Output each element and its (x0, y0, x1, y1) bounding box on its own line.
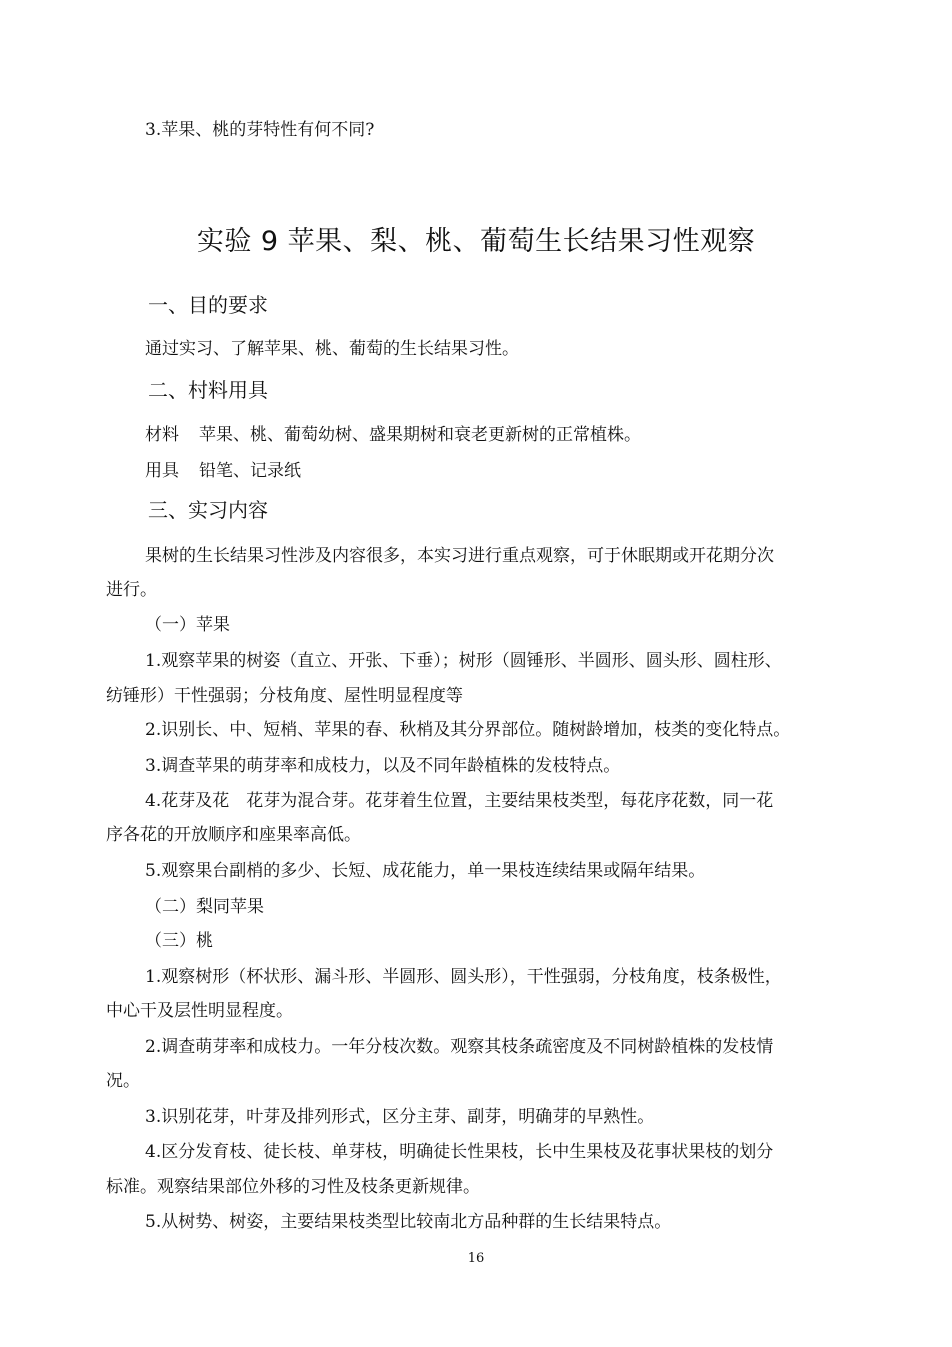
peach-item-5: 5.从树势、树姿，主要结果枝类型比较南北方品种群的生长结果特点。 (145, 1212, 672, 1232)
experiment-title: 实验 9 苹果、梨、桃、葡萄生长结果习性观察 (196, 226, 756, 257)
section-heading-content: 三、实习内容 (148, 498, 268, 522)
peach-item-4-line-2: 标准。观察结果部位外移的习性及枝条更新规律。 (106, 1177, 480, 1197)
subheading-apple: （一）苹果 (145, 615, 230, 635)
materials-line (145, 423, 641, 447)
page-number: 16 (467, 1251, 485, 1266)
peach-item-3: 3.识别花芽，叶芽及排列形式，区分主芽、副芽，明确芽的早熟性。 (145, 1107, 655, 1127)
question-3: 3.苹果、桃的芽特性有何不同? (145, 120, 375, 140)
tools-label: 用具 (145, 461, 179, 481)
section-heading-materials: 二、村料用具 (148, 378, 268, 402)
peach-item-2-line-1: 2.调查萌芽率和成枝力。一年分枝次数。观察其枝条疏密度及不同树龄植株的发枝情 (145, 1037, 774, 1057)
tools-text: 铅笔、记录纸 (199, 461, 301, 481)
peach-item-4-line-1: 4.区分发育枝、徒长枝、单芽枝，明确徒长性果枝，长中生果枝及花事状果枝的划分 (145, 1142, 774, 1162)
apple-item-2: 2.识别长、中、短梢、苹果的春、秋梢及其分界部位。随树龄增加，枝类的变化特点。 (145, 720, 791, 740)
tools-line (145, 459, 301, 483)
apple-item-3: 3.调查苹果的萌芽率和成枝力，以及不同年龄植株的发枝特点。 (145, 756, 621, 776)
subheading-pear: （二）梨同苹果 (145, 897, 264, 917)
apple-item-1-line-2: 纺锤形）干性强弱；分枝角度、屋性明显程度等 (106, 686, 463, 706)
apple-item-5: 5.观察果台副梢的多少、长短、成花能力，单一果枝连续结果或隔年结果。 (145, 861, 706, 881)
materials-label: 材料 (145, 425, 179, 445)
apple-item-4-line-2: 序各花的开放顺序和座果率高低。 (106, 825, 361, 845)
apple-item-1-line-1: 1.观察苹果的树姿（直立、开张、下垂）；树形（圆锤形、半圆形、圆头形、圆柱形、 (145, 651, 782, 671)
peach-item-2-line-2: 况。 (106, 1071, 140, 1091)
objectives-text: 通过实习、了解苹果、桃、葡萄的生长结果习性。 (145, 339, 519, 359)
intro-paragraph-line-1: 果树的生长结果习性涉及内容很多，本实习进行重点观察，可于休眠期或开花期分次 (145, 546, 774, 566)
section-heading-objectives: 一、目的要求 (148, 293, 268, 317)
peach-item-1-line-2: 中心干及层性明显程度。 (106, 1001, 293, 1021)
apple-item-4-line-1: 4.花芽及花 花芽为混合芽。花芽着生位置，主要结果枝类型，每花序花数，同一花 (145, 791, 774, 811)
subheading-peach: （三）桃 (145, 931, 213, 951)
intro-paragraph-line-2: 进行。 (106, 580, 157, 600)
materials-text: 苹果、桃、葡萄幼树、盛果期树和衰老更新树的正常植株。 (199, 425, 641, 445)
peach-item-1-line-1: 1.观察树形（杯状形、漏斗形、半圆形、圆头形），干性强弱，分枝角度，枝条极性， (145, 967, 782, 987)
